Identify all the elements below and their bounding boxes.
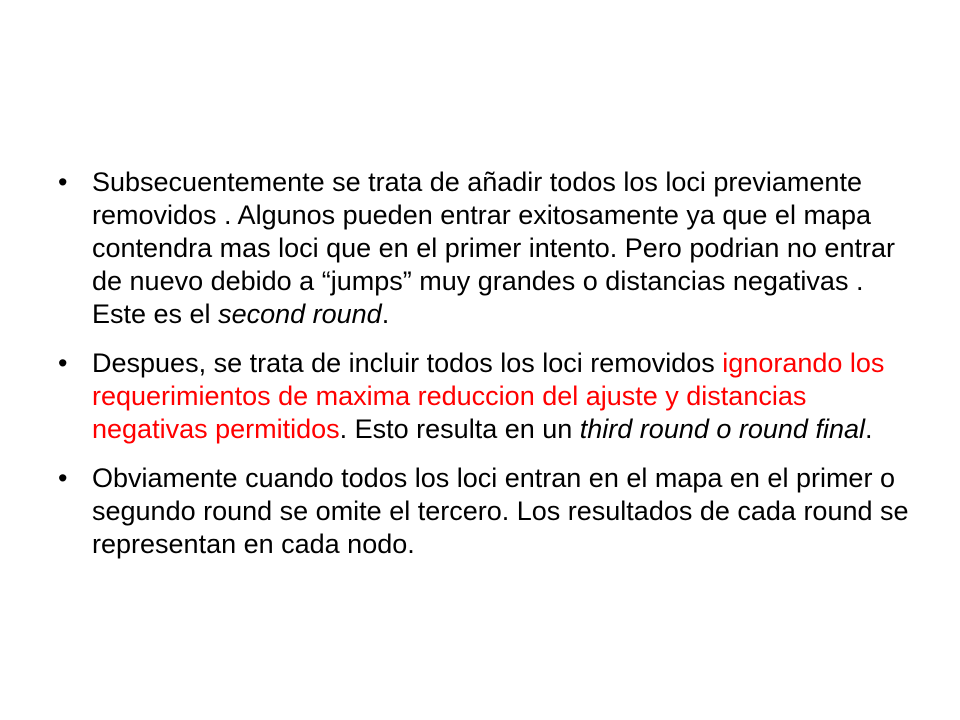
bullet-2-text-part-1: Despues, se trata de incluir todos los loci removidos	[92, 348, 723, 378]
bullet-marker: •	[58, 463, 68, 493]
bullet-1-italic-term: second round	[218, 299, 382, 329]
bullet-item-1	[58, 166, 918, 331]
bullet-1-text-part-1: Subsecuentemente se trata de añadir todos los loci previamente removidos . Algunos pueden entrar exitosamente ya que el mapa contendra mas loci que en el primer intento. Pero podrian no entrar de nuevo debido a “jumps” muy grandes o distancias negativas . Este es el	[92, 167, 895, 329]
bullet-marker: •	[58, 348, 68, 378]
bullet-2-text-part-2: . Esto resulta en un	[339, 414, 580, 444]
bullet-1-text-part-2: .	[381, 299, 390, 329]
bullet-marker: •	[58, 167, 68, 197]
bullet-list	[58, 166, 918, 577]
bullet-3-text: Obviamente cuando todos los loci entran en el mapa en el primer o segundo round se omite el tercero. Los resultados de cada round se representan en cada nodo.	[92, 463, 909, 559]
bullet-item-3	[58, 462, 918, 561]
bullet-item-2	[58, 347, 918, 446]
bullet-2-italic-term: third round o round final	[579, 414, 865, 444]
bullet-2-red-highlight: ignorando los requerimientos de maxima reduccion del ajuste y distancias negativas permitidos	[92, 348, 885, 444]
bullet-2-text-part-3: .	[864, 414, 873, 444]
